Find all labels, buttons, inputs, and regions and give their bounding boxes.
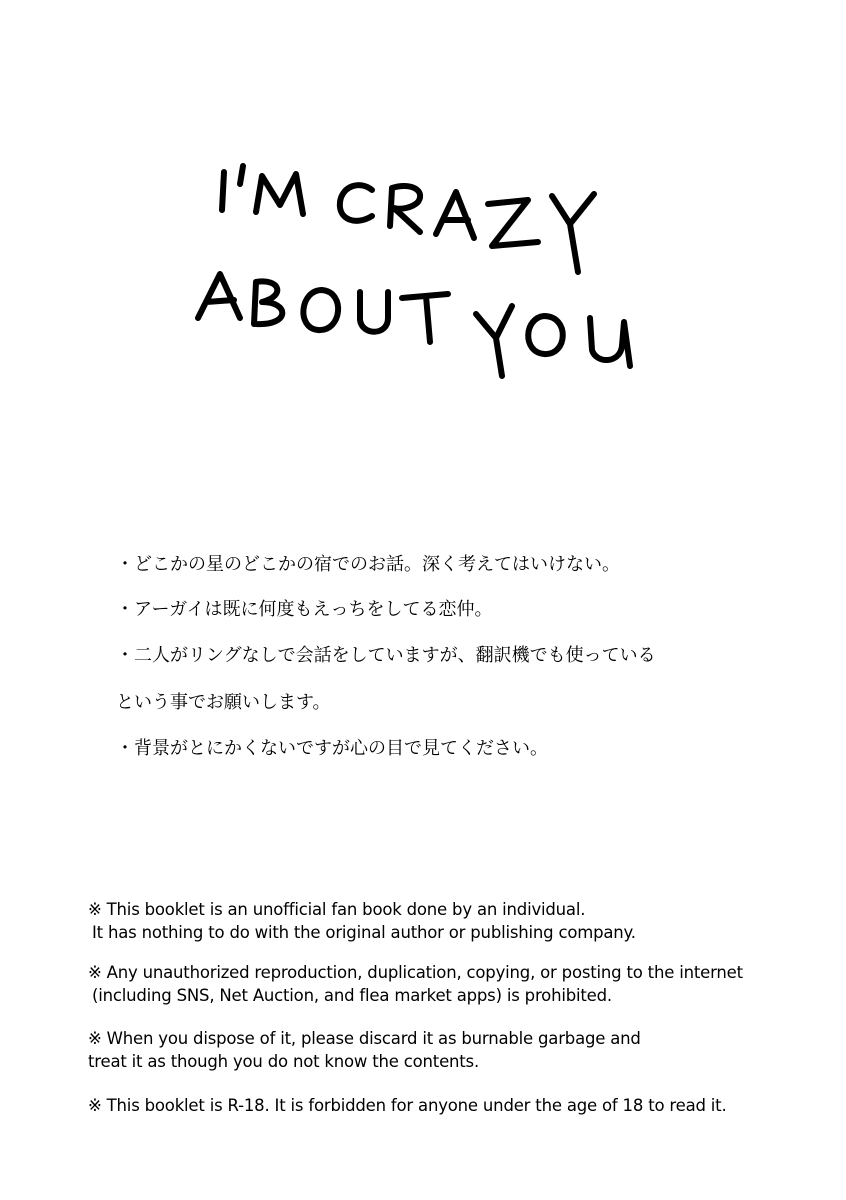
disclaimer-age-line1: ※ This booklet is R-18. It is forbidden for anyone under the age of 18 to read it. [88,1096,727,1115]
disclaimer-disposal-line2: treat it as though you do not know the contents. [88,1052,480,1071]
disclaimer-reproduction-line1: ※ Any unauthorized reproduction, duplication, copying, or posting to the internet [88,963,743,982]
disclaimer-disposal-line1: ※ When you dispose of it, please discard it as burnable garbage and [88,1029,641,1048]
disclaimer-unofficial-line1: ※ This booklet is an unofficial fan book done by an individual. [88,900,586,919]
disclaimer-reproduction [88,961,743,1007]
note-jp-1: ・どこかの星のどこかの宿でのお話。深く考えてはいけない。 [116,554,620,575]
title-line2-strokes [198,274,630,376]
note-jp-2: ・アーガイは既に何度もえっちをしてる恋仲。 [116,599,493,620]
disclaimer-disposal [88,1027,641,1073]
note-jp-3: ・二人がリングなしで会話をしていますが、翻訳機でも使っている [116,645,656,666]
disclaimer-unofficial-line2: It has nothing to do with the original author or publishing company. [92,923,636,942]
disclaimer-age-restriction [88,1094,727,1117]
title-line1-strokes [222,166,594,272]
note-jp-3-continued: という事でお願いします。 [116,692,331,713]
handwritten-title [0,0,846,420]
disclaimer-reproduction-line2: (including SNS, Net Auction, and flea market apps) is prohibited. [92,986,612,1005]
disclaimer-unofficial [88,898,636,944]
note-jp-4: ・背景がとにかくないですが心の目で見てください。 [116,738,548,759]
